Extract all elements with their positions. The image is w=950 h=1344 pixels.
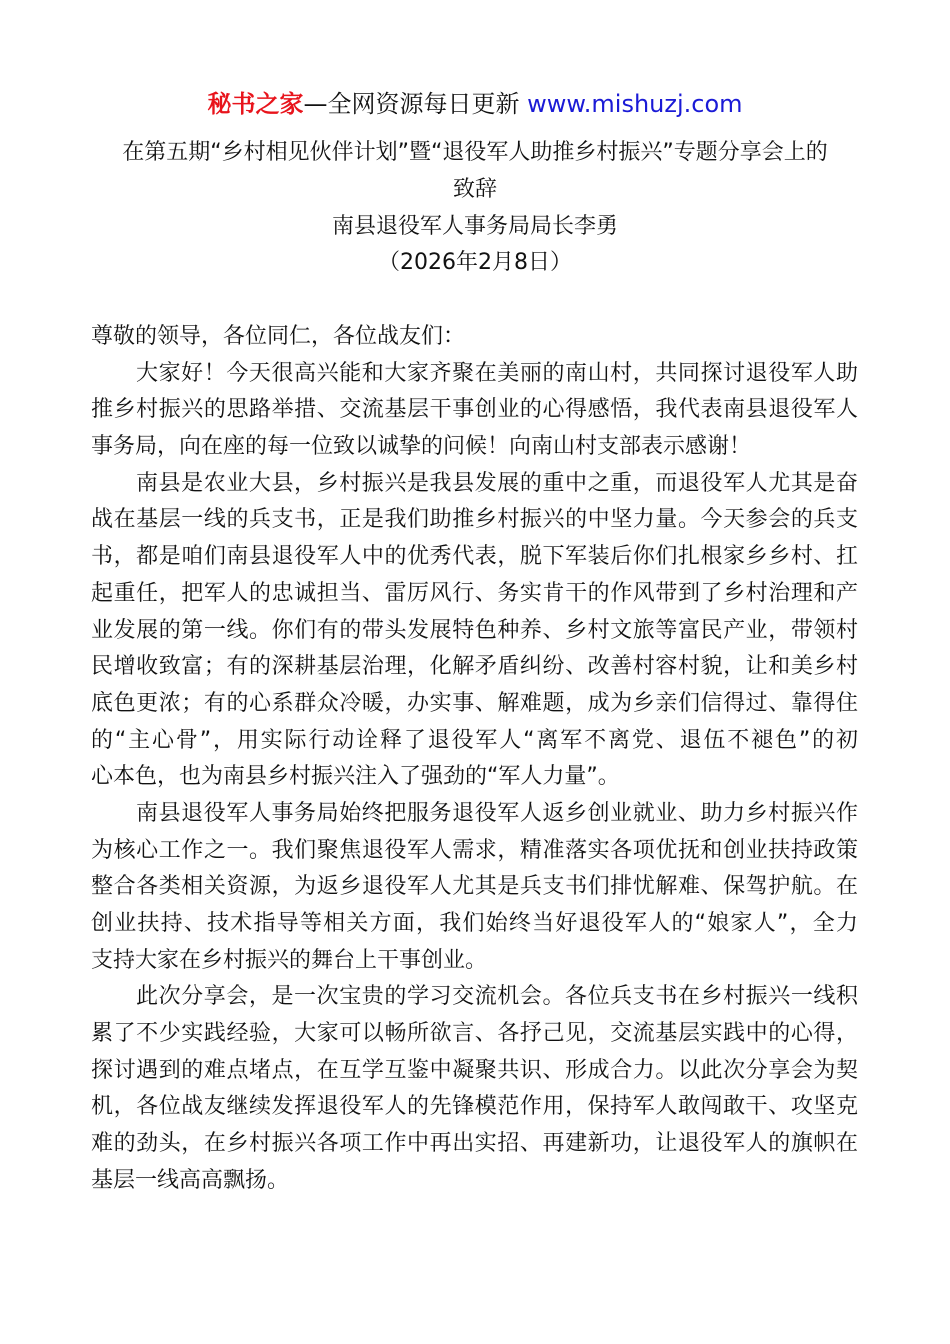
document-title-line-1: 在第五期“乡村相见伙伴计划”暨“退役军人助推乡村振兴”专题分享会上的: [122, 140, 828, 165]
banner-tagline: —全网资源每日更新: [303, 90, 528, 118]
paragraph: [91, 466, 858, 796]
paragraph-line: 基层一线高高飘扬。: [91, 1167, 290, 1193]
paragraph-line: 此次分享会，是一次宝贵的学习交流机会。各位兵支书在乡村振兴一线积: [136, 984, 858, 1010]
paragraph-line: 底色更浓；有的心系群众冷暖，办实事、解难题，成为乡亲们信得过、靠得住: [91, 690, 858, 716]
paragraph-line: 南县是农业大县，乡村振兴是我县发展的重中之重，而退役军人尤其是奋: [136, 470, 858, 496]
site-banner: [0, 86, 950, 122]
speaker-name: 南县退役军人事务局局长李勇: [331, 214, 618, 239]
paragraph: [91, 796, 858, 979]
paragraph-line: 的“主心骨”，用实际行动诠释了退役军人“离军不离党、退伍不褪色”的初: [91, 727, 858, 753]
paragraph-line: 创业扶持、技术指导等相关方面，我们始终当好退役军人的“娘家人”，全力: [91, 911, 858, 936]
paragraph-line: 战在基层一线的兵支书，正是我们助推乡村振兴的中坚力量。今天参会的兵支: [91, 507, 858, 533]
paragraph-line: 事务局，向在座的每一位致以诚挚的问候！向南山村支部表示感谢！: [91, 434, 752, 460]
paragraph-line: 探讨遇到的难点堵点，在互学互鉴中凝聚共识、形成合力。以此次分享会为契: [91, 1057, 858, 1083]
paragraph-line: 起重任，把军人的忠诚担当、雷厉风行、务实肯干的作风带到了乡村治理和产: [91, 580, 858, 606]
paragraph-line: 机，各位战友继续发挥退役军人的先锋模范作用，保持军人敢闯敢干、攻坚克: [91, 1094, 858, 1120]
paragraph-line: 心本色，也为南县乡村振兴注入了强劲的“军人力量”。: [91, 764, 620, 790]
brand-name: 秘书之家: [207, 90, 304, 118]
paragraph-line: 南县退役军人事务局始终把服务退役军人返乡创业就业、助力乡村振兴作: [136, 800, 858, 826]
paragraph-line: 整合各类相关资源，为返乡退役军人尤其是兵支书们排忧解难、保驾护航。在: [91, 874, 858, 900]
document-title-line-2: 致辞: [452, 177, 497, 202]
paragraph-line: 推乡村振兴的思路举措、交流基层干事创业的心得感悟，我代表南县退役军人: [91, 397, 858, 423]
paragraph: [91, 356, 858, 466]
paragraph-line: 难的劲头，在乡村振兴各项工作中再出实招、再建新功，让退役军人的旗帜在: [91, 1131, 858, 1157]
paragraph-line: 民增收致富；有的深耕基层治理，化解矛盾纠纷、改善村容村貌，让和美乡村: [91, 654, 858, 680]
paragraph: [91, 979, 858, 1199]
salutation: 尊敬的领导，各位同仁，各位战友们：: [91, 324, 466, 349]
paragraph-line: 为核心工作之一。我们聚焦退役军人需求，精准落实各项优抚和创业扶持政策: [91, 837, 858, 863]
paragraph-line: 累了不少实践经验，大家可以畅所欲言、各抒己见，交流基层实践中的心得，: [91, 1021, 858, 1047]
speech-body: [91, 319, 858, 1200]
paragraph-line: 大家好！今天很高兴能和大家齐聚在美丽的南山村，共同探讨退役军人助: [136, 360, 858, 386]
site-url-link[interactable]: www.mishuzj.com: [527, 90, 743, 118]
paragraph-line: 支持大家在乡村振兴的舞台上干事创业。: [91, 947, 488, 973]
paragraph-line: 书，都是咱们南县退役军人中的优秀代表，脱下军装后你们扎根家乡乡村、扛: [91, 544, 858, 570]
paragraph-line: 业发展的第一线。你们有的带头发展特色种养、乡村文旅等富民产业，带领村: [91, 617, 858, 643]
speech-date: （2026年2月8日）: [378, 250, 572, 275]
